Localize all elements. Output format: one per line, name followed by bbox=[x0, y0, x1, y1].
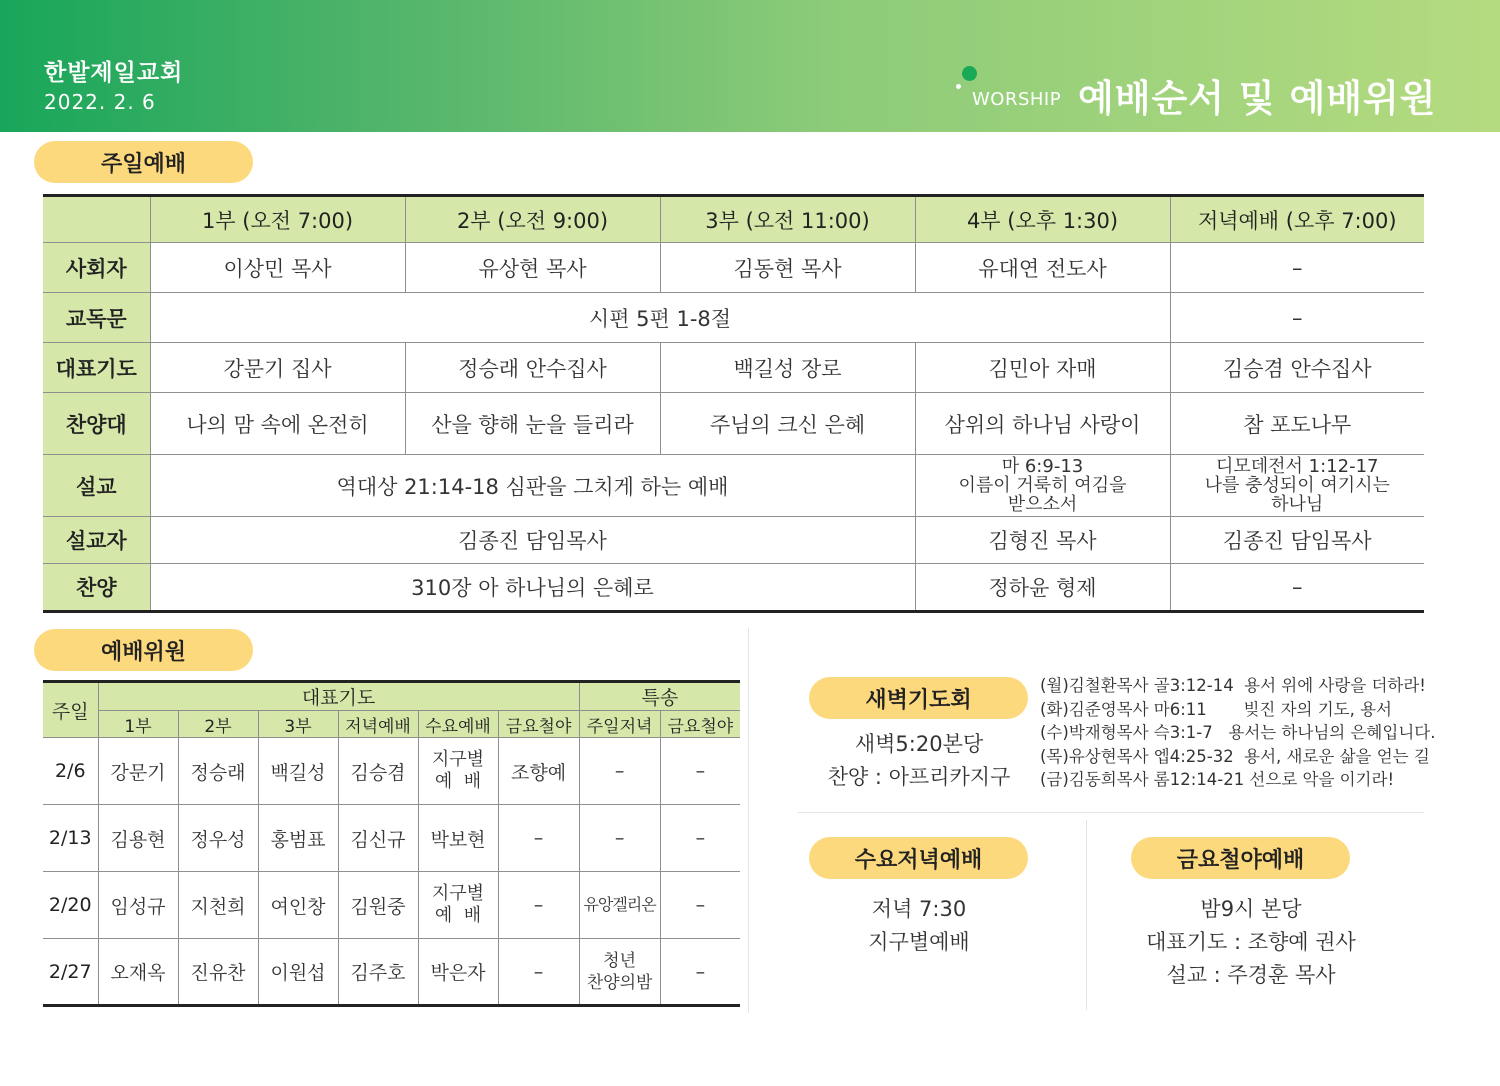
table-cell bbox=[418, 872, 498, 939]
table-cell: 오재옥 bbox=[98, 939, 178, 1006]
sermon-text: 나를 충성되이 여기시는 bbox=[1204, 475, 1390, 496]
row-date: 2/6 bbox=[43, 738, 98, 805]
page-title: 예배순서 및 예배위원 bbox=[1078, 77, 1437, 120]
table-cell: – bbox=[660, 939, 740, 1006]
info-line: 지구별예배 bbox=[868, 930, 970, 954]
table-row bbox=[43, 393, 1424, 455]
sub-header: 1부 bbox=[98, 711, 178, 738]
row-header: 설교자 bbox=[43, 517, 150, 564]
info-line: 밤9시 본당 bbox=[1200, 897, 1302, 921]
dawn-schedule-list bbox=[1040, 674, 1435, 792]
table-cell: – bbox=[579, 738, 660, 805]
table-cell: – bbox=[498, 805, 579, 872]
table-cell: – bbox=[579, 805, 660, 872]
table-cell: 유앙겔리온 bbox=[579, 872, 660, 939]
sub-header: 수요예배 bbox=[418, 711, 498, 738]
table-cell: – bbox=[660, 872, 740, 939]
row-header: 설교 bbox=[43, 455, 150, 517]
table-cell: 김종진 담임목사 bbox=[1170, 517, 1424, 564]
table-row bbox=[43, 738, 740, 805]
table-row bbox=[43, 564, 1424, 612]
table-cell: – bbox=[1170, 564, 1424, 612]
row-header: 찬양 bbox=[43, 564, 150, 612]
table-header-row bbox=[43, 682, 740, 711]
list-item: (목)유상현목사 엡4:25-32 용서, 새로운 삶을 얻는 길 bbox=[1040, 746, 1430, 766]
bulletin-date: 2022. 2. 6 bbox=[44, 90, 156, 114]
table-cell: – bbox=[1170, 293, 1424, 343]
list-item: (금)김동희목사 롬12:14-21 선으로 악을 이기라! bbox=[1040, 770, 1395, 789]
section-divider bbox=[798, 812, 1424, 813]
table-cell: 정승래 bbox=[178, 738, 258, 805]
table-row bbox=[43, 243, 1424, 293]
table-cell: 강문기 집사 bbox=[150, 343, 405, 393]
table-cell: 역대상 21:14-18 심판을 그치게 하는 예배 bbox=[150, 455, 915, 517]
church-name: 한밭제일교회 bbox=[44, 60, 184, 86]
table-cell: 여인창 bbox=[258, 872, 338, 939]
sermon-text: 하나님 bbox=[1271, 494, 1324, 515]
table-cell: 김신규 bbox=[338, 805, 418, 872]
wednesday-service-pill: 수요저녁예배 bbox=[809, 837, 1028, 879]
cell-line: 지구별 bbox=[431, 883, 485, 904]
column-header: 저녁예배 (오후 7:00) bbox=[1170, 196, 1424, 243]
corner-cell bbox=[43, 196, 150, 243]
table-cell: 백길성 bbox=[258, 738, 338, 805]
table-row bbox=[43, 517, 1424, 564]
info-line: 저녁 7:30 bbox=[871, 897, 967, 921]
table-cell: 정하윤 형제 bbox=[915, 564, 1170, 612]
table-row bbox=[43, 455, 1424, 517]
table-cell: 지천희 bbox=[178, 872, 258, 939]
column-header: 1부 (오전 7:00) bbox=[150, 196, 405, 243]
sub-header: 금요철야 bbox=[660, 711, 740, 738]
sermon-text: 받으소서 bbox=[1007, 494, 1078, 515]
table-cell: 박보현 bbox=[418, 805, 498, 872]
table-row bbox=[43, 939, 740, 1006]
table-cell: 정우성 bbox=[178, 805, 258, 872]
dawn-prayer-pill: 새벽기도회 bbox=[809, 677, 1028, 719]
table-cell: 이원섭 bbox=[258, 939, 338, 1006]
table-row bbox=[43, 293, 1424, 343]
sub-header: 2부 bbox=[178, 711, 258, 738]
table-header-row bbox=[43, 196, 1424, 243]
sunday-service-table bbox=[43, 194, 1424, 613]
list-item: (화)김준영목사 마6:11 빚진 자의 기도, 용서 bbox=[1040, 699, 1392, 719]
table-cell: 김종진 담임목사 bbox=[150, 517, 915, 564]
special-song-header: 특송 bbox=[579, 682, 740, 711]
prayer-header: 대표기도 bbox=[98, 682, 579, 711]
committee-pill: 예배위원 bbox=[34, 629, 253, 671]
table-cell bbox=[1170, 455, 1424, 517]
table-cell bbox=[915, 455, 1170, 517]
cell-line: 예 배 bbox=[434, 771, 482, 792]
column-header: 4부 (오후 1:30) bbox=[915, 196, 1170, 243]
table-cell: 이상민 목사 bbox=[150, 243, 405, 293]
friday-service-info bbox=[1111, 893, 1391, 992]
sermon-text: 디모데전서 1:12-17 bbox=[1216, 456, 1379, 477]
list-item: (월)김철환목사 골3:12-14 용서 위에 사랑을 더하라! bbox=[1040, 676, 1426, 695]
section-divider bbox=[748, 628, 749, 1013]
dawn-time: 새벽5:20본당 bbox=[854, 732, 984, 756]
table-cell: 유대연 전도사 bbox=[915, 243, 1170, 293]
table-cell: – bbox=[660, 738, 740, 805]
table-cell: 진유찬 bbox=[178, 939, 258, 1006]
table-cell: 김주호 bbox=[338, 939, 418, 1006]
table-cell: 김용현 bbox=[98, 805, 178, 872]
table-cell: 임성규 bbox=[98, 872, 178, 939]
table-row bbox=[43, 343, 1424, 393]
cell-line: 지구별 bbox=[431, 749, 485, 770]
table-cell: 김형진 목사 bbox=[915, 517, 1170, 564]
table-cell: 박은자 bbox=[418, 939, 498, 1006]
sub-header: 주일저녁 bbox=[579, 711, 660, 738]
sermon-text: 이름이 거룩히 여김을 bbox=[958, 475, 1127, 496]
table-cell: 삼위의 하나님 사랑이 bbox=[915, 393, 1170, 455]
table-cell: 시편 5편 1-8절 bbox=[150, 293, 1170, 343]
table-cell: 나의 맘 속에 온전히 bbox=[150, 393, 405, 455]
week-header: 주일 bbox=[43, 682, 98, 738]
row-header: 교독문 bbox=[43, 293, 150, 343]
white-dot-icon bbox=[956, 84, 961, 89]
table-cell: 김승겸 bbox=[338, 738, 418, 805]
column-header: 3부 (오전 11:00) bbox=[660, 196, 915, 243]
committee-table bbox=[43, 680, 740, 1007]
sub-header: 금요철야 bbox=[498, 711, 579, 738]
cell-line: 찬양의밤 bbox=[586, 972, 653, 993]
column-header: 2부 (오전 9:00) bbox=[405, 196, 660, 243]
sub-header: 저녁예배 bbox=[338, 711, 418, 738]
table-cell: – bbox=[498, 872, 579, 939]
worship-en-label: WORSHIP bbox=[972, 89, 1062, 110]
row-header: 사회자 bbox=[43, 243, 150, 293]
row-date: 2/20 bbox=[43, 872, 98, 939]
green-dot-icon bbox=[962, 66, 977, 81]
table-row bbox=[43, 805, 740, 872]
dawn-prayer-info bbox=[799, 728, 1039, 794]
table-cell: 김동현 목사 bbox=[660, 243, 915, 293]
wednesday-service-info bbox=[799, 893, 1039, 959]
sub-header: 3부 bbox=[258, 711, 338, 738]
table-cell: 김원중 bbox=[338, 872, 418, 939]
table-row bbox=[43, 872, 740, 939]
table-subheader-row bbox=[43, 711, 740, 738]
row-date: 2/27 bbox=[43, 939, 98, 1006]
table-cell: 정승래 안수집사 bbox=[405, 343, 660, 393]
sermon-text: 마 6:9-13 bbox=[1001, 456, 1084, 477]
list-item: (수)박재형목사 슥3:1-7 용서는 하나님의 은혜입니다. bbox=[1040, 723, 1436, 742]
info-line: 대표기도 : 조향예 권사 bbox=[1146, 930, 1356, 954]
table-cell: 강문기 bbox=[98, 738, 178, 805]
table-cell: 김민아 자매 bbox=[915, 343, 1170, 393]
table-cell bbox=[579, 939, 660, 1006]
table-cell: 주님의 크신 은혜 bbox=[660, 393, 915, 455]
table-cell: – bbox=[1170, 243, 1424, 293]
table-cell: 조향예 bbox=[498, 738, 579, 805]
cell-line: 청년 bbox=[603, 950, 636, 971]
table-cell: – bbox=[498, 939, 579, 1006]
table-cell: – bbox=[660, 805, 740, 872]
cell-line: 예 배 bbox=[434, 905, 482, 926]
friday-service-pill: 금요철야예배 bbox=[1131, 837, 1350, 879]
header-banner bbox=[0, 0, 1500, 132]
dawn-praise: 찬양 : 아프리카지구 bbox=[827, 765, 1011, 789]
row-date: 2/13 bbox=[43, 805, 98, 872]
row-header: 찬양대 bbox=[43, 393, 150, 455]
table-cell: 김승겸 안수집사 bbox=[1170, 343, 1424, 393]
info-line: 설교 : 주경훈 목사 bbox=[1166, 963, 1336, 987]
table-cell: 홍범표 bbox=[258, 805, 338, 872]
table-cell: 참 포도나무 bbox=[1170, 393, 1424, 455]
table-cell: 310장 아 하나님의 은혜로 bbox=[150, 564, 915, 612]
section-divider bbox=[1086, 820, 1087, 1010]
sunday-service-pill: 주일예배 bbox=[34, 141, 253, 183]
row-header: 대표기도 bbox=[43, 343, 150, 393]
table-cell: 백길성 장로 bbox=[660, 343, 915, 393]
table-cell: 산을 향해 눈을 들리라 bbox=[405, 393, 660, 455]
table-cell bbox=[418, 738, 498, 805]
table-cell: 유상현 목사 bbox=[405, 243, 660, 293]
